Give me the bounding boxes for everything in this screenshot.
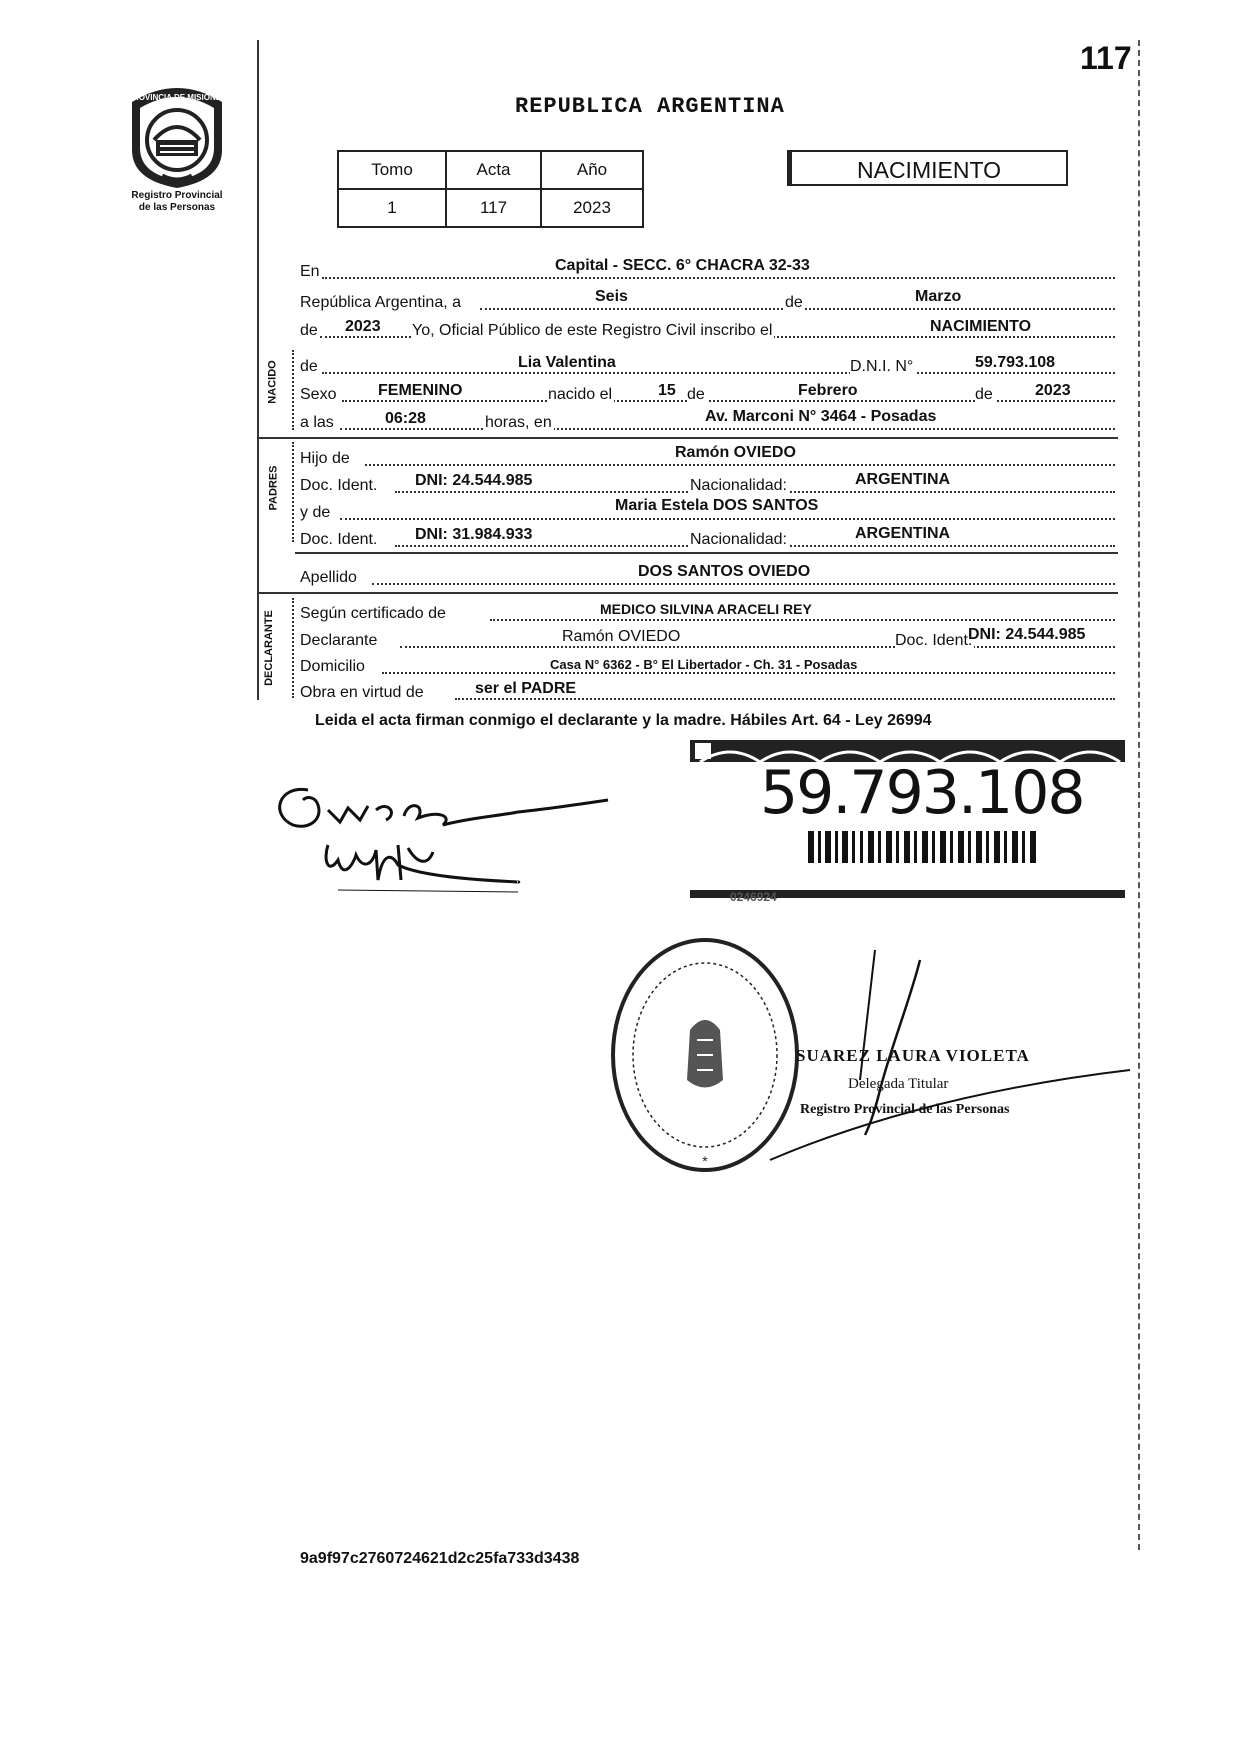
org-name-line2: de las Personas	[138, 202, 216, 213]
father-name: Ramón OVIEDO	[675, 444, 796, 461]
month-value: Marzo	[915, 288, 962, 305]
oficial-text: Yo, Oficial Público de este Registro Civil inscribo el	[412, 322, 773, 339]
svg-text:PROVINCIA DE MISIONES: PROVINCIA DE MISIONES	[127, 93, 227, 102]
official-name: SUAREZ LAURA VIOLETA	[796, 1046, 1030, 1065]
declarante-section-label: DECLARANTE	[262, 610, 275, 686]
tomo-header: Tomo	[338, 151, 446, 189]
padres-row-2	[300, 473, 1115, 495]
act-type-box: NACIMIENTO	[787, 150, 1068, 186]
declarante-label: Declarante	[300, 632, 378, 649]
padres-section-label: PADRES	[267, 465, 280, 511]
official-seal-ring-text	[612, 1255, 613, 1256]
sexo-label: Sexo	[300, 386, 337, 403]
father-nat: ARGENTINA	[855, 471, 951, 488]
nacido-row-3	[300, 410, 1115, 432]
place-value: Capital - SECC. 6° CHACRA 32-33	[555, 257, 810, 274]
declarante-row-1	[300, 601, 1115, 623]
child-dni: 59.793.108	[975, 354, 1056, 371]
mother-doc-label: Doc. Ident.	[300, 531, 378, 548]
official-title: Delegada Titular	[848, 1076, 949, 1092]
domicilio-label: Domicilio	[300, 658, 365, 675]
certificado-label: Según certificado de	[300, 605, 446, 622]
de-year-label: de	[300, 322, 318, 339]
domicilio-value: Casa N° 6362 - B° El Libertador - Ch. 31 - Posadas	[550, 657, 858, 672]
de-label: de	[785, 294, 803, 311]
tomo-value: 1	[338, 189, 446, 227]
intro-row-1	[300, 259, 1115, 281]
apellido-value: DOS SANTOS OVIEDO	[638, 563, 811, 580]
acta-header: Acta	[446, 151, 541, 189]
nacido-de-label: de	[300, 358, 318, 375]
en-label: En	[300, 263, 320, 280]
mother-name: Maria Estela DOS SANTOS	[615, 497, 819, 514]
birth-month: Febrero	[798, 382, 858, 399]
nacido-el-label: nacido el	[548, 386, 613, 403]
padres-row-1	[300, 446, 1115, 468]
father-nat-label: Nacionalidad:	[690, 477, 787, 494]
declarante-row-3	[300, 654, 1115, 676]
child-name: Lia Valentina	[518, 354, 616, 371]
svg-text:*: *	[702, 1153, 708, 1169]
anio-header: Año	[541, 151, 643, 189]
de-label-3: de	[975, 386, 993, 403]
right-margin-line	[1138, 40, 1140, 1550]
horas-label: horas, en	[485, 414, 552, 431]
mother-doc: DNI: 31.984.933	[415, 526, 533, 543]
closing-text: Leida el acta firman conmigo el declarante y la madre. Hábiles Art. 64 - Ley 26994	[315, 712, 932, 729]
obra-label: Obra en virtud de	[300, 684, 424, 701]
father-doc-label: Doc. Ident.	[300, 477, 378, 494]
a-las-label: a las	[300, 414, 334, 431]
dni-label: D.N.I. N°	[850, 358, 914, 375]
y-de-label: y de	[300, 504, 331, 521]
apellido-row	[300, 565, 1115, 587]
country-title: REPUBLICA ARGENTINA	[515, 94, 785, 119]
registry-logo	[112, 80, 242, 214]
province-seal-icon	[122, 80, 232, 190]
day-value: Seis	[595, 288, 628, 305]
intro-row-2	[300, 290, 1115, 312]
year-value: 2023	[345, 318, 381, 335]
birth-year: 2023	[1035, 382, 1071, 399]
declarante-name: Ramón OVIEDO	[562, 628, 681, 645]
mother-nat-label: Nacionalidad:	[690, 531, 787, 548]
registry-table	[337, 150, 644, 228]
official-org: Registro Provincial de las Personas	[800, 1102, 1010, 1117]
de-label-2: de	[687, 386, 705, 403]
apellido-label: Apellido	[300, 569, 357, 586]
padres-row-4	[300, 527, 1115, 549]
hijo-de-label: Hijo de	[300, 450, 350, 467]
acta-value: 117	[446, 189, 541, 227]
org-name-line1: Registro Provincial	[131, 190, 223, 201]
father-doc: DNI: 24.544.985	[415, 472, 533, 489]
nacido-row-2	[300, 382, 1115, 404]
left-margin-line	[257, 40, 259, 700]
act-type-inline: NACIMIENTO	[930, 318, 1032, 335]
birth-time: 06:28	[385, 410, 426, 427]
birth-day: 15	[658, 382, 676, 399]
declarante-doc: DNI: 24.544.985	[968, 626, 1086, 643]
birth-place: Av. Marconi N° 3464 - Posadas	[705, 408, 937, 425]
anio-value: 2023	[541, 189, 643, 227]
declarante-row-2	[300, 628, 1115, 650]
republica-label: República Argentina, a	[300, 294, 461, 311]
page-number: 117	[1080, 40, 1132, 76]
declarante-doc-label: Doc. Ident.	[895, 632, 973, 649]
padres-row-3	[300, 497, 1115, 522]
declarante-row-4	[300, 680, 1115, 702]
mother-nat: ARGENTINA	[855, 525, 951, 542]
signature-declarant-icon	[268, 770, 638, 930]
nacido-row-1	[300, 354, 1115, 376]
intro-row-3	[300, 318, 1115, 340]
dni-sticker-serial: 0246924	[730, 890, 777, 904]
document-hash: 9a9f97c2760724621d2c25fa733d3438	[300, 1550, 580, 1567]
obra-value: ser el PADRE	[475, 680, 577, 697]
sexo-value: FEMENINO	[378, 382, 463, 399]
certificado-value: MEDICO SILVINA ARACELI REY	[600, 601, 812, 617]
nacido-section-label: NACIDO	[266, 360, 279, 404]
dni-sticker-number: 59.793.108	[760, 758, 1084, 828]
